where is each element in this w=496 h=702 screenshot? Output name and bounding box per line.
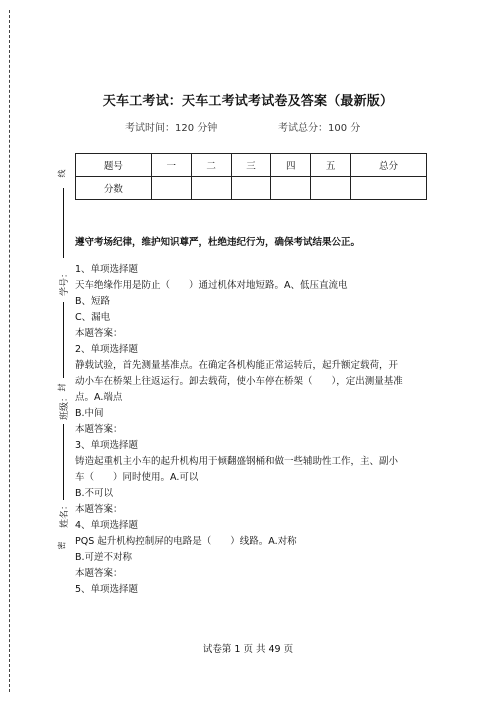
question-text: 天车绝缘作用是防止（ ）通过机体对地短路。A、低压直流电 <box>75 280 348 291</box>
binding-mark-line: 线 <box>57 169 67 178</box>
score-table-header: 一 <box>151 154 191 177</box>
score-cell <box>191 177 231 200</box>
question-heading: 1、单项选择题 <box>75 264 139 275</box>
score-table <box>75 153 427 200</box>
binding-mark-seal: 封 <box>57 383 67 392</box>
score-cell <box>311 177 351 200</box>
binding-dashed-line <box>9 10 10 692</box>
question-text: 铸造起重机主小车的起升机构用于倾翻盛钢桶和做一些辅助性工作，主、副小 <box>75 456 399 467</box>
question-heading: 5、单项选择题 <box>75 584 139 595</box>
exam-time: 考试时间：120 分钟 <box>125 123 218 134</box>
question-heading: 3、单项选择题 <box>75 440 139 451</box>
score-cell <box>351 177 427 200</box>
question-option: B、短路 <box>75 296 111 307</box>
exam-notice: 遵守考场纪律，维护知识尊严，杜绝违纪行为，确保考试结果公正。 <box>75 237 361 248</box>
question-text: 动小车在桥架上往返运行。卸去载荷，使小车停在桥架（ ），定出测量基准 <box>75 376 403 387</box>
score-table-header: 五 <box>311 154 351 177</box>
blank-line-class <box>63 424 64 500</box>
question-text: PQS 起升机构控制屏的电路是（ ）线路。A.对称 <box>75 536 297 547</box>
blank-line-student-id <box>63 188 64 258</box>
score-table-header: 二 <box>191 154 231 177</box>
question-option: B.中间 <box>75 408 104 419</box>
score-table-row <box>76 177 427 200</box>
answer-label: 本题答案： <box>75 328 123 339</box>
binding-mark-secret: 密 <box>57 541 67 550</box>
question-list <box>75 262 427 598</box>
question-text: 静载试验，首先测量基准点。在确定各机构能正常运转后，起升额定载荷，开 <box>75 360 399 371</box>
question-option: B.可逆不对称 <box>75 552 133 563</box>
question-text: 车（ ）同时使用。A.可以 <box>75 472 199 483</box>
exam-total-score: 考试总分：100 分 <box>278 123 361 134</box>
score-cell <box>151 177 191 200</box>
page-title: 天车工考试：天车工考试考试卷及答案（最新版） <box>102 94 394 109</box>
score-table-header-row <box>76 154 427 177</box>
page-footer: 试卷第 1 页 共 49 页 <box>202 644 294 655</box>
answer-label: 本题答案： <box>75 424 123 435</box>
blank-line-class-top <box>63 302 64 378</box>
question-option: B.不可以 <box>75 488 114 499</box>
score-table-header: 题号 <box>76 154 152 177</box>
score-table-header: 三 <box>231 154 271 177</box>
score-cell <box>231 177 271 200</box>
score-cell <box>271 177 311 200</box>
answer-label: 本题答案： <box>75 568 123 579</box>
answer-label: 本题答案： <box>75 504 123 515</box>
student-id-label: 学号： <box>60 268 70 296</box>
question-heading: 4、单项选择题 <box>75 520 139 531</box>
question-option: C、漏电 <box>75 312 111 323</box>
question-text: 点。A.端点 <box>75 392 123 403</box>
score-table-header: 四 <box>271 154 311 177</box>
score-table-header: 总分 <box>351 154 427 177</box>
score-row-label: 分数 <box>76 177 152 200</box>
class-label: 班级： <box>60 392 70 420</box>
question-heading: 2、单项选择题 <box>75 344 139 355</box>
name-label: 姓名： <box>60 500 70 528</box>
